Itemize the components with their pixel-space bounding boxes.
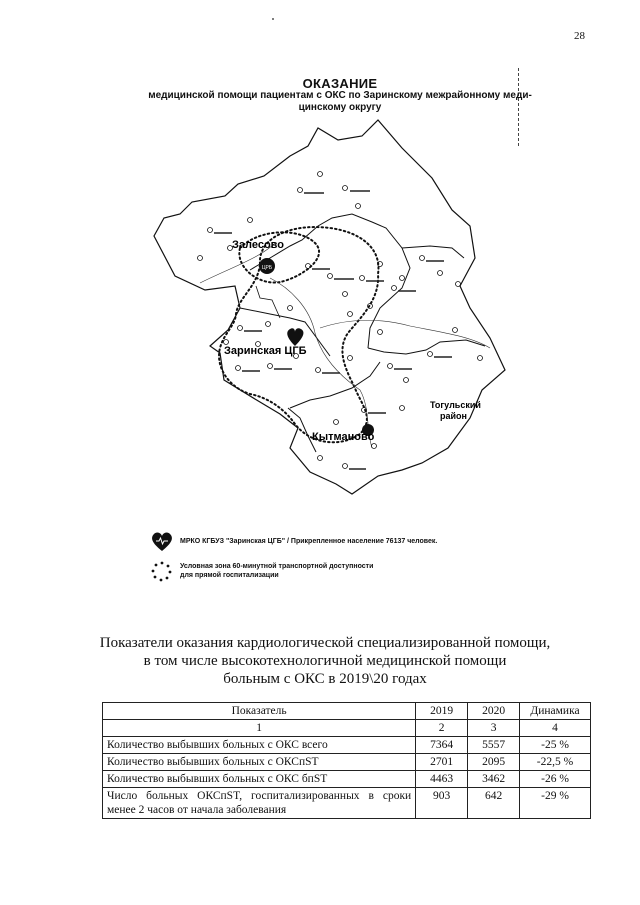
legend-row-hospital [150, 530, 480, 552]
label-kytmanovo: Кытманово [312, 431, 375, 443]
heading-line2: в том числе высокотехнологичной медицинской помощи [143, 653, 507, 669]
row-2019: 903 [416, 788, 468, 819]
row-2019: 4463 [416, 771, 468, 788]
row-2019: 2701 [416, 754, 468, 771]
colnum-1: 1 [103, 720, 416, 737]
row-label: Количество выбывших больных с ОКС всего [103, 737, 416, 754]
legend-text-hospital: МРКО КГБУЗ "Заринская ЦГБ" / Прикрепленное население 76137 человек. [180, 537, 438, 545]
colnum-4: 4 [520, 720, 591, 737]
legend-zone-line2: для прямой госпитализации [180, 572, 279, 579]
row-2020: 2095 [468, 754, 520, 771]
table-row [103, 771, 591, 788]
heading-line3: больным с ОКС в 2019\20 годах [223, 671, 427, 687]
table-header-row [103, 703, 591, 720]
header-change: Динамика [520, 703, 591, 720]
map-inner-border [402, 246, 464, 258]
river [270, 278, 372, 448]
map-inner-border [288, 408, 316, 452]
table-row [103, 754, 591, 771]
legend-text-zone [180, 562, 373, 580]
row-2020: 5557 [468, 737, 520, 754]
indicators-table [102, 702, 591, 819]
district-map [140, 118, 520, 518]
row-2019: 7364 [416, 737, 468, 754]
label-zarinsk: Заринская ЦГБ [224, 345, 307, 357]
table-colnum-row [103, 720, 591, 737]
row-change: -22,5 % [520, 754, 591, 771]
heading-line1: Показатели оказания кардиологической специализированной помощи, [99, 635, 551, 651]
table-row [103, 788, 591, 819]
legend-row-zone [150, 560, 480, 582]
header-2019: 2019 [416, 703, 468, 720]
map-legend [150, 530, 480, 590]
road [200, 243, 490, 348]
colnum-3: 3 [468, 720, 520, 737]
row-label: Количество выбывших больных с ОКС бпST [103, 771, 416, 788]
row-change: -25 % [520, 737, 591, 754]
row-2020: 3462 [468, 771, 520, 788]
label-togul-2: район [440, 411, 467, 421]
dotted-zone-icon [150, 560, 174, 582]
place-name-ticks [214, 191, 452, 469]
page-number: 28 [574, 30, 585, 42]
colnum-2: 2 [416, 720, 468, 737]
map-title [120, 78, 560, 114]
section-heading [90, 634, 560, 688]
legend-zone-line1: Условная зона 60-минутной транспортной доступности [180, 563, 374, 570]
map-inner-border [250, 214, 410, 348]
header-indicator: Показатель [103, 703, 416, 720]
row-2020: 642 [468, 788, 520, 819]
header-2020: 2020 [468, 703, 520, 720]
heart-icon [150, 530, 174, 552]
map-title-line2: медицинской помощи пациентам с ОКС по Заринскому межрайонному меди- [148, 90, 532, 101]
label-zalesovo: Залесово [232, 239, 284, 251]
table-row [103, 737, 591, 754]
label-togul-1: Тогульский [430, 400, 481, 410]
scan-speck [272, 18, 274, 20]
row-change: -29 % [520, 788, 591, 819]
hospital-marker-zalesovo [259, 258, 275, 274]
row-label: Число больных ОКСпST, госпитализированных в сроки менее 2 часов от начала заболевания [103, 788, 416, 819]
map-inner-border [368, 340, 485, 354]
hospital-marker-zarinsk [287, 328, 303, 346]
row-label: Количество выбывших больных с ОКСпST [103, 754, 416, 771]
svg-text:ЦРБ: ЦРБ [261, 265, 273, 271]
map-title-line1: ОКАЗАНИЕ [302, 76, 378, 91]
row-change: -26 % [520, 771, 591, 788]
map-inner-border [290, 362, 380, 408]
map-title-line3: цинскому округу [298, 102, 382, 113]
